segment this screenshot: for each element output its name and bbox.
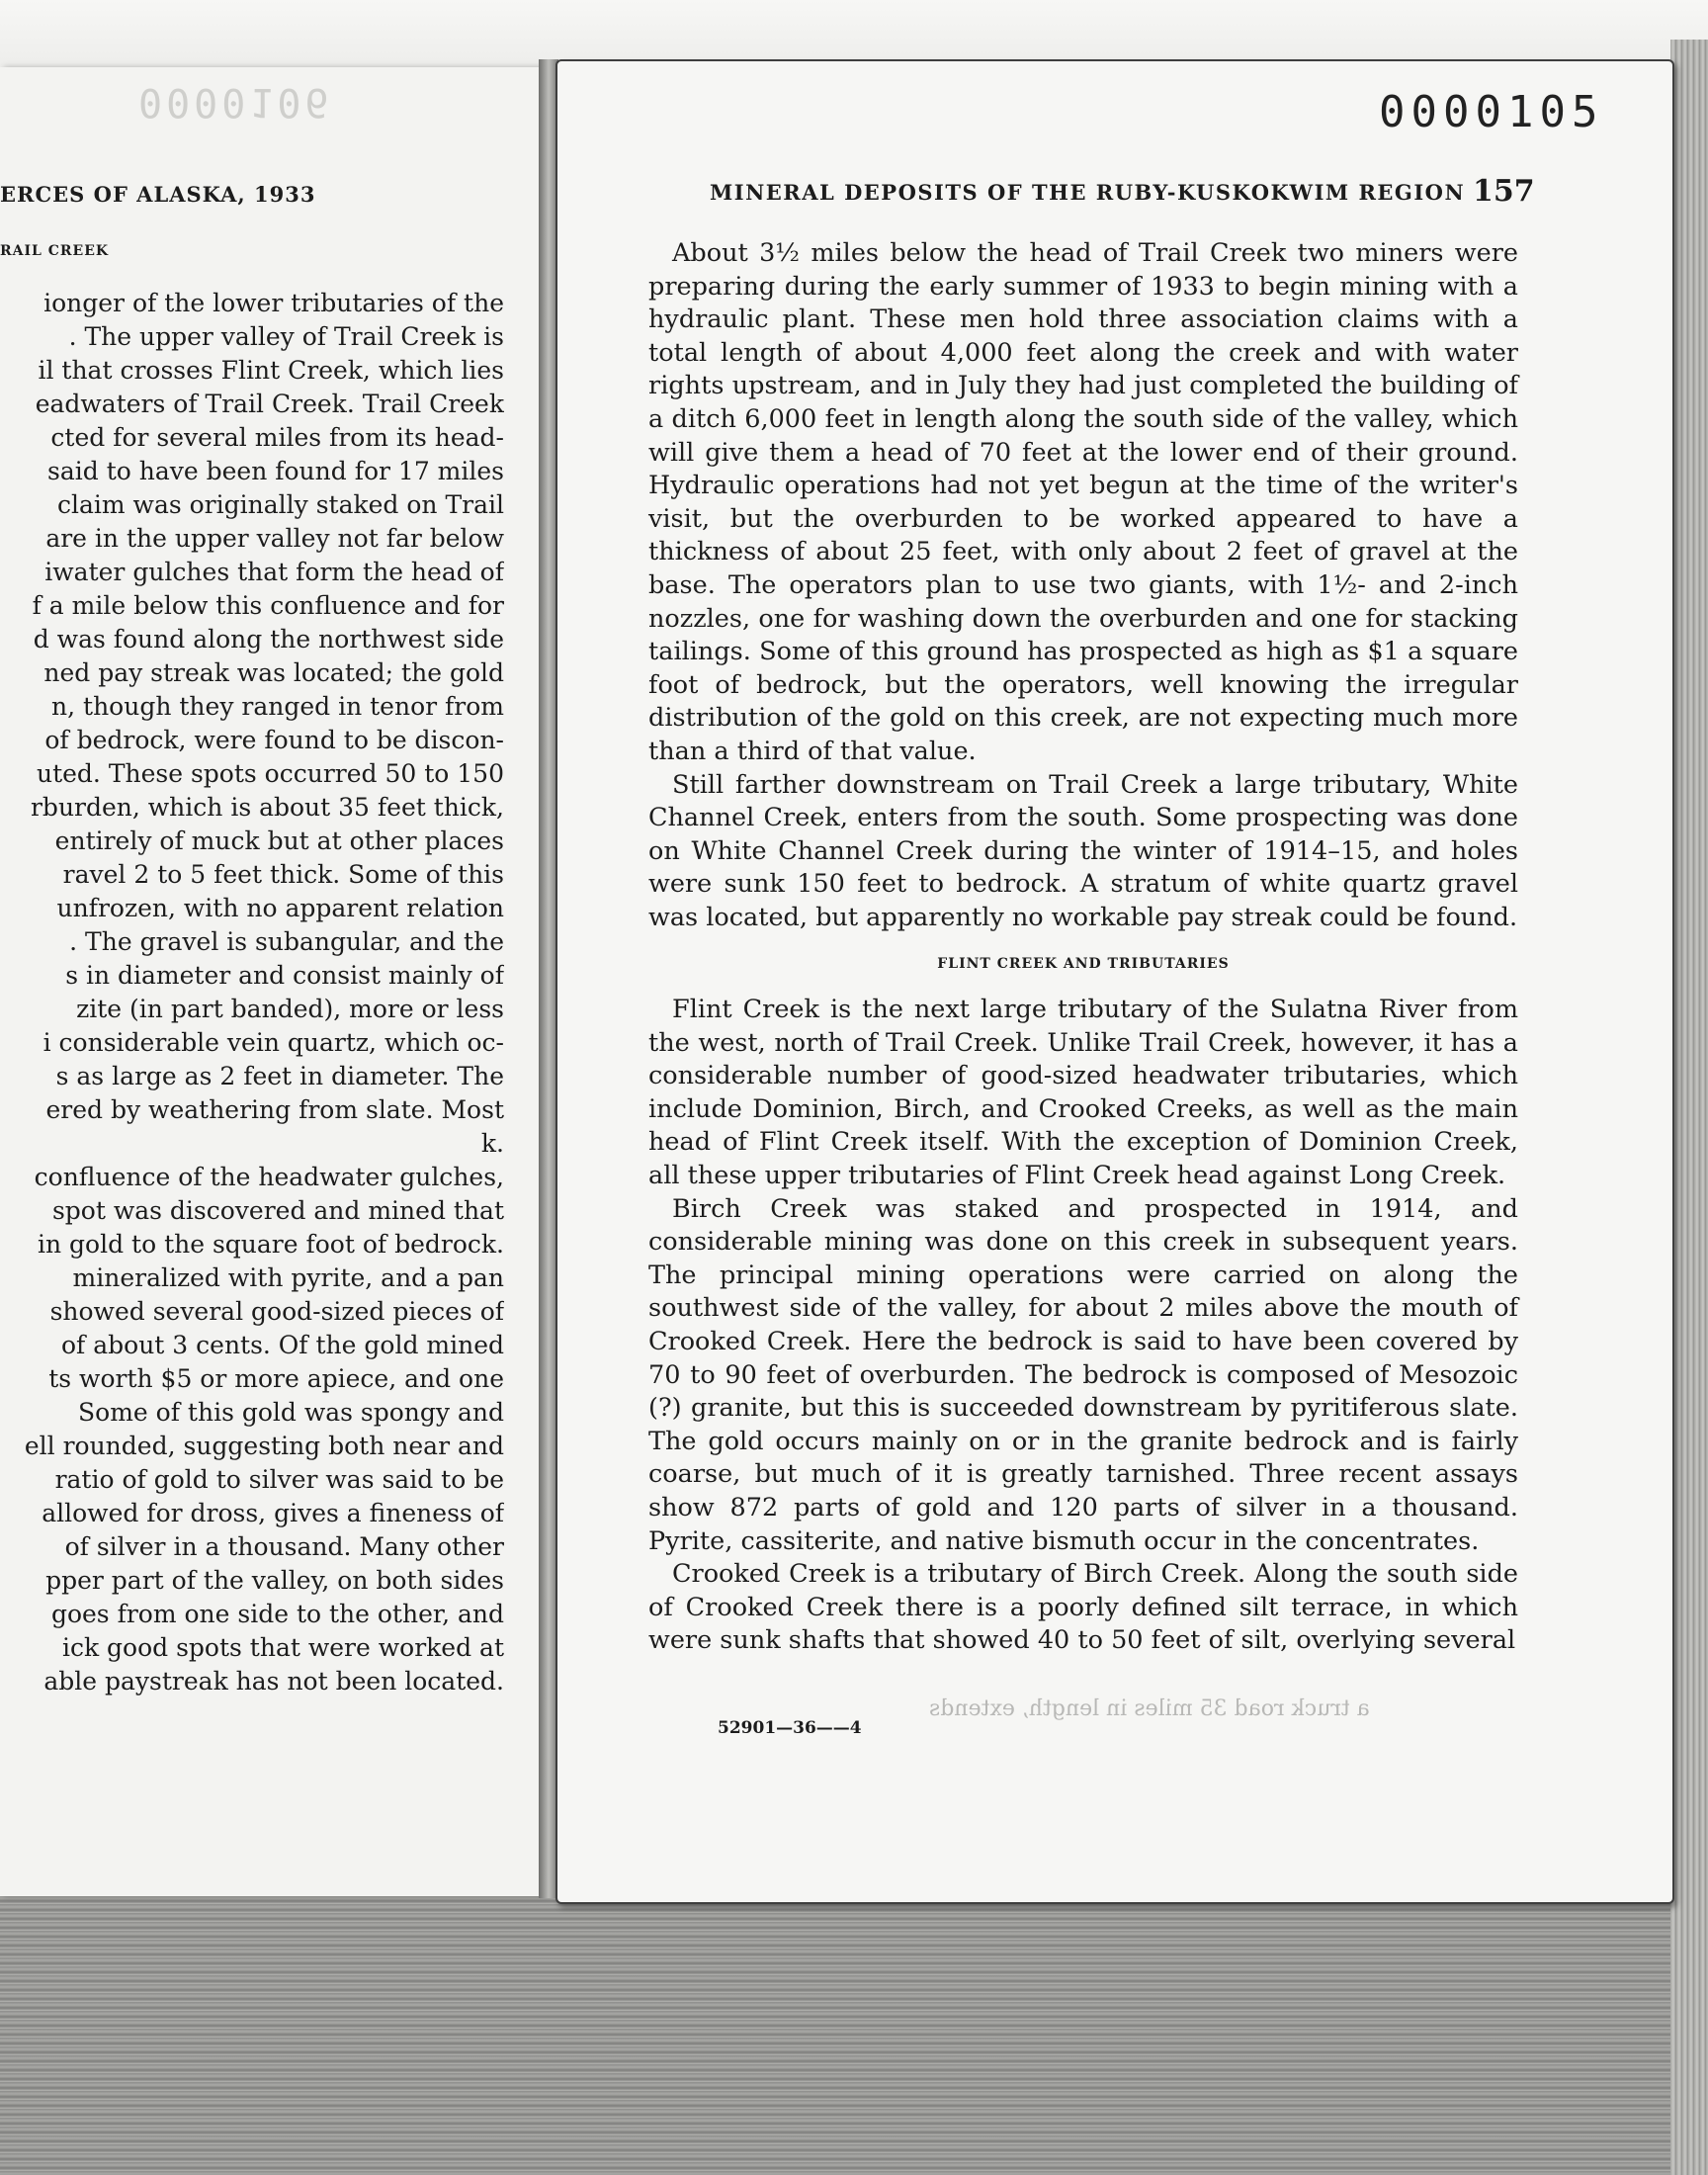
left-page-line: i considerable vein quartz, which oc- (43, 1028, 504, 1057)
left-page-line: s as large as 2 feet in diameter. The (55, 1062, 504, 1090)
left-page-line: of silver in a thousand. Many other (64, 1532, 504, 1561)
left-page-line: unfrozen, with no apparent relation (56, 894, 504, 922)
left-page-line: ionger of the lower tributaries of the (43, 289, 504, 317)
left-page-line: said to have been found for 17 miles (47, 457, 504, 485)
left-page-line: uted. These spots occurred 50 to 150 (36, 759, 504, 788)
left-page-line: showed several good-sized pieces of (49, 1297, 504, 1326)
left-page-line: il that crosses Flint Creek, which lies (38, 356, 504, 385)
page-id-stamp: 0000105 (1379, 87, 1604, 137)
left-page-line: allowed for dross, gives a fineness of (42, 1499, 504, 1527)
left-page-line: . The upper valley of Trail Creek is (68, 322, 504, 351)
left-page-line: . The gravel is subangular, and the (69, 927, 504, 956)
left-page-line: eadwaters of Trail Creek. Trail Creek (35, 390, 504, 418)
paragraph: Birch Creek was staked and prospected in 1914, and considerable mining was done on this creek in subsequent years. The principal mining operations were carried on along the southwest side of the valley, for about 2 miles above the mouth of Crooked Creek. Here the bedrock is said to have been covered by 70 to 90 feet of overburden. The bedrock is composed of Mesozoic (?) granite, but this is succeeded downstream by pyritiferous slate. The gold occurs mainly on or in the granite bedrock and is fairly coarse, but much of it is greatly tarnished. Three recent assays show 872 parts of gold and 120 parts of silver in a thousand. Pyrite, cassiterite, and native bismuth occur in the concentrates. (648, 1193, 1518, 1556)
left-page-line: mineralized with pyrite, and a pan (72, 1263, 504, 1292)
left-page-line: s in diameter and consist mainly of (65, 961, 504, 990)
left-page-line: ell rounded, suggesting both near and (24, 1432, 504, 1460)
bleed-through-text: a truck road 35 miles in length, extends (929, 1696, 1370, 1721)
left-page-line: ick good spots that were worked at (61, 1633, 504, 1662)
left-page-line: iwater gulches that form the head of (44, 558, 504, 586)
left-page-line: confluence of the headwater gulches, (34, 1163, 504, 1191)
left-page-line: f a mile below this confluence and for (32, 591, 504, 620)
right-page-body (648, 237, 1518, 1658)
footer-signature-code: 52901—36——4 (718, 1718, 862, 1738)
scanner-background-right (1670, 40, 1708, 2175)
left-page-line: Some of this gold was spongy and (78, 1398, 504, 1427)
left-page-line: n, though they ranged in tenor from (51, 692, 504, 721)
left-page-line: ts worth $5 or more apiece, and one (48, 1364, 504, 1393)
left-page-line: ratio of gold to silver was said to be (54, 1465, 504, 1494)
left-page-line: entirely of muck but at other places (54, 826, 504, 855)
left-page-line: of bedrock, were found to be discon- (44, 726, 504, 754)
left-page-line: claim was originally staked on Trail (57, 490, 504, 519)
left-page-line: d was found along the northwest side (33, 625, 504, 653)
paragraph: Still farther downstream on Trail Creek a large tributary, White Channel Creek, enters from the south. Some prospecting was done on White Channel Creek during the winter of 1914–15, and holes were sunk 150 feet to bedrock. A stratum of white quartz gravel was located, but apparently no workable pay streak could be found. (648, 769, 1518, 932)
left-page-line: able paystreak has not been located. (43, 1667, 504, 1696)
paragraph: About 3½ miles below the head of Trail Creek two miners were preparing during the early summer of 1933 to begin mining with a hydraulic plant. These men hold three association claims with a total length of about 4,000 feet along the creek and with water rights upstream, and in July they had just completed the building of a ditch 6,000 feet in length along the south side of the valley, which will give them a head of 70 feet at the lower end of their ground. Hydraulic operations had not yet begun at the time of the writer's visit, but the overburden to be worked appeared to have a thickness of about 25 feet, with only about 2 feet of gravel at the base. The operators plan to use two giants, with 1½- and 2-inch nozzles, one for washing down the overburden and one for stacking tailings. Some of this ground has prospected as high as $1 a square foot of bedrock, but the operators, well knowing the irregular distribution of the gold on this creek, are not expecting much more than a third of that value. (648, 238, 1518, 766)
section-heading: FLINT CREEK AND TRIBUTARIES (937, 956, 1230, 973)
left-page-line: cted for several miles from its head- (50, 423, 504, 452)
left-page-line: in gold to the square foot of bedrock. (37, 1230, 504, 1259)
left-page-line: are in the upper valley not far below (45, 524, 504, 553)
left-section-head: RAIL CREEK (0, 243, 110, 259)
left-page-line: of about 3 cents. Of the gold mined (60, 1331, 504, 1359)
left-page-body (0, 287, 504, 1698)
left-page-line: ned pay streak was located; the gold (43, 658, 504, 687)
paragraph: Flint Creek is the next large tributary of the Sulatna River from the west, north of Trail Creek. Unlike Trail Creek, however, it has a considerable number of good-sized headwater tributaries, which include Dominion, Birch, and Crooked Creeks, as well as the main head of Flint Creek itself. With the exception of Dominion Creek, all these upper tributaries of Flint Creek head against Long Creek. (648, 995, 1518, 1191)
left-page-line: spot was discovered and mined that (51, 1196, 504, 1225)
left-page-line: pper part of the valley, on both sides (45, 1566, 504, 1595)
left-page-line: k. (480, 1129, 504, 1158)
scanner-background-bottom (0, 1869, 1708, 2175)
left-page-line: ered by weathering from slate. Most (45, 1095, 504, 1124)
left-running-head: ERCES OF ALASKA, 1933 (0, 182, 316, 207)
paragraph: Crooked Creek is a tributary of Birch Creek. Along the south side of Crooked Creek there is a poorly defined silt terrace, in which were sunk shafts that showed 40 to 50 feet of silt, overlying several (648, 1559, 1518, 1656)
left-page (0, 67, 542, 1896)
left-page-ghost-stamp: 0000106 (138, 79, 333, 125)
running-head: MINERAL DEPOSITS OF THE RUBY-KUSKOKWIM REGION (710, 180, 1466, 205)
left-page-line: rburden, which is about 35 feet thick, (30, 793, 504, 822)
left-page-line: ravel 2 to 5 feet thick. Some of this (62, 860, 504, 889)
page-number: 157 (1473, 174, 1535, 209)
left-page-line: zite (in part banded), more or less (76, 995, 504, 1023)
left-page-line: goes from one side to the other, and (50, 1600, 504, 1628)
